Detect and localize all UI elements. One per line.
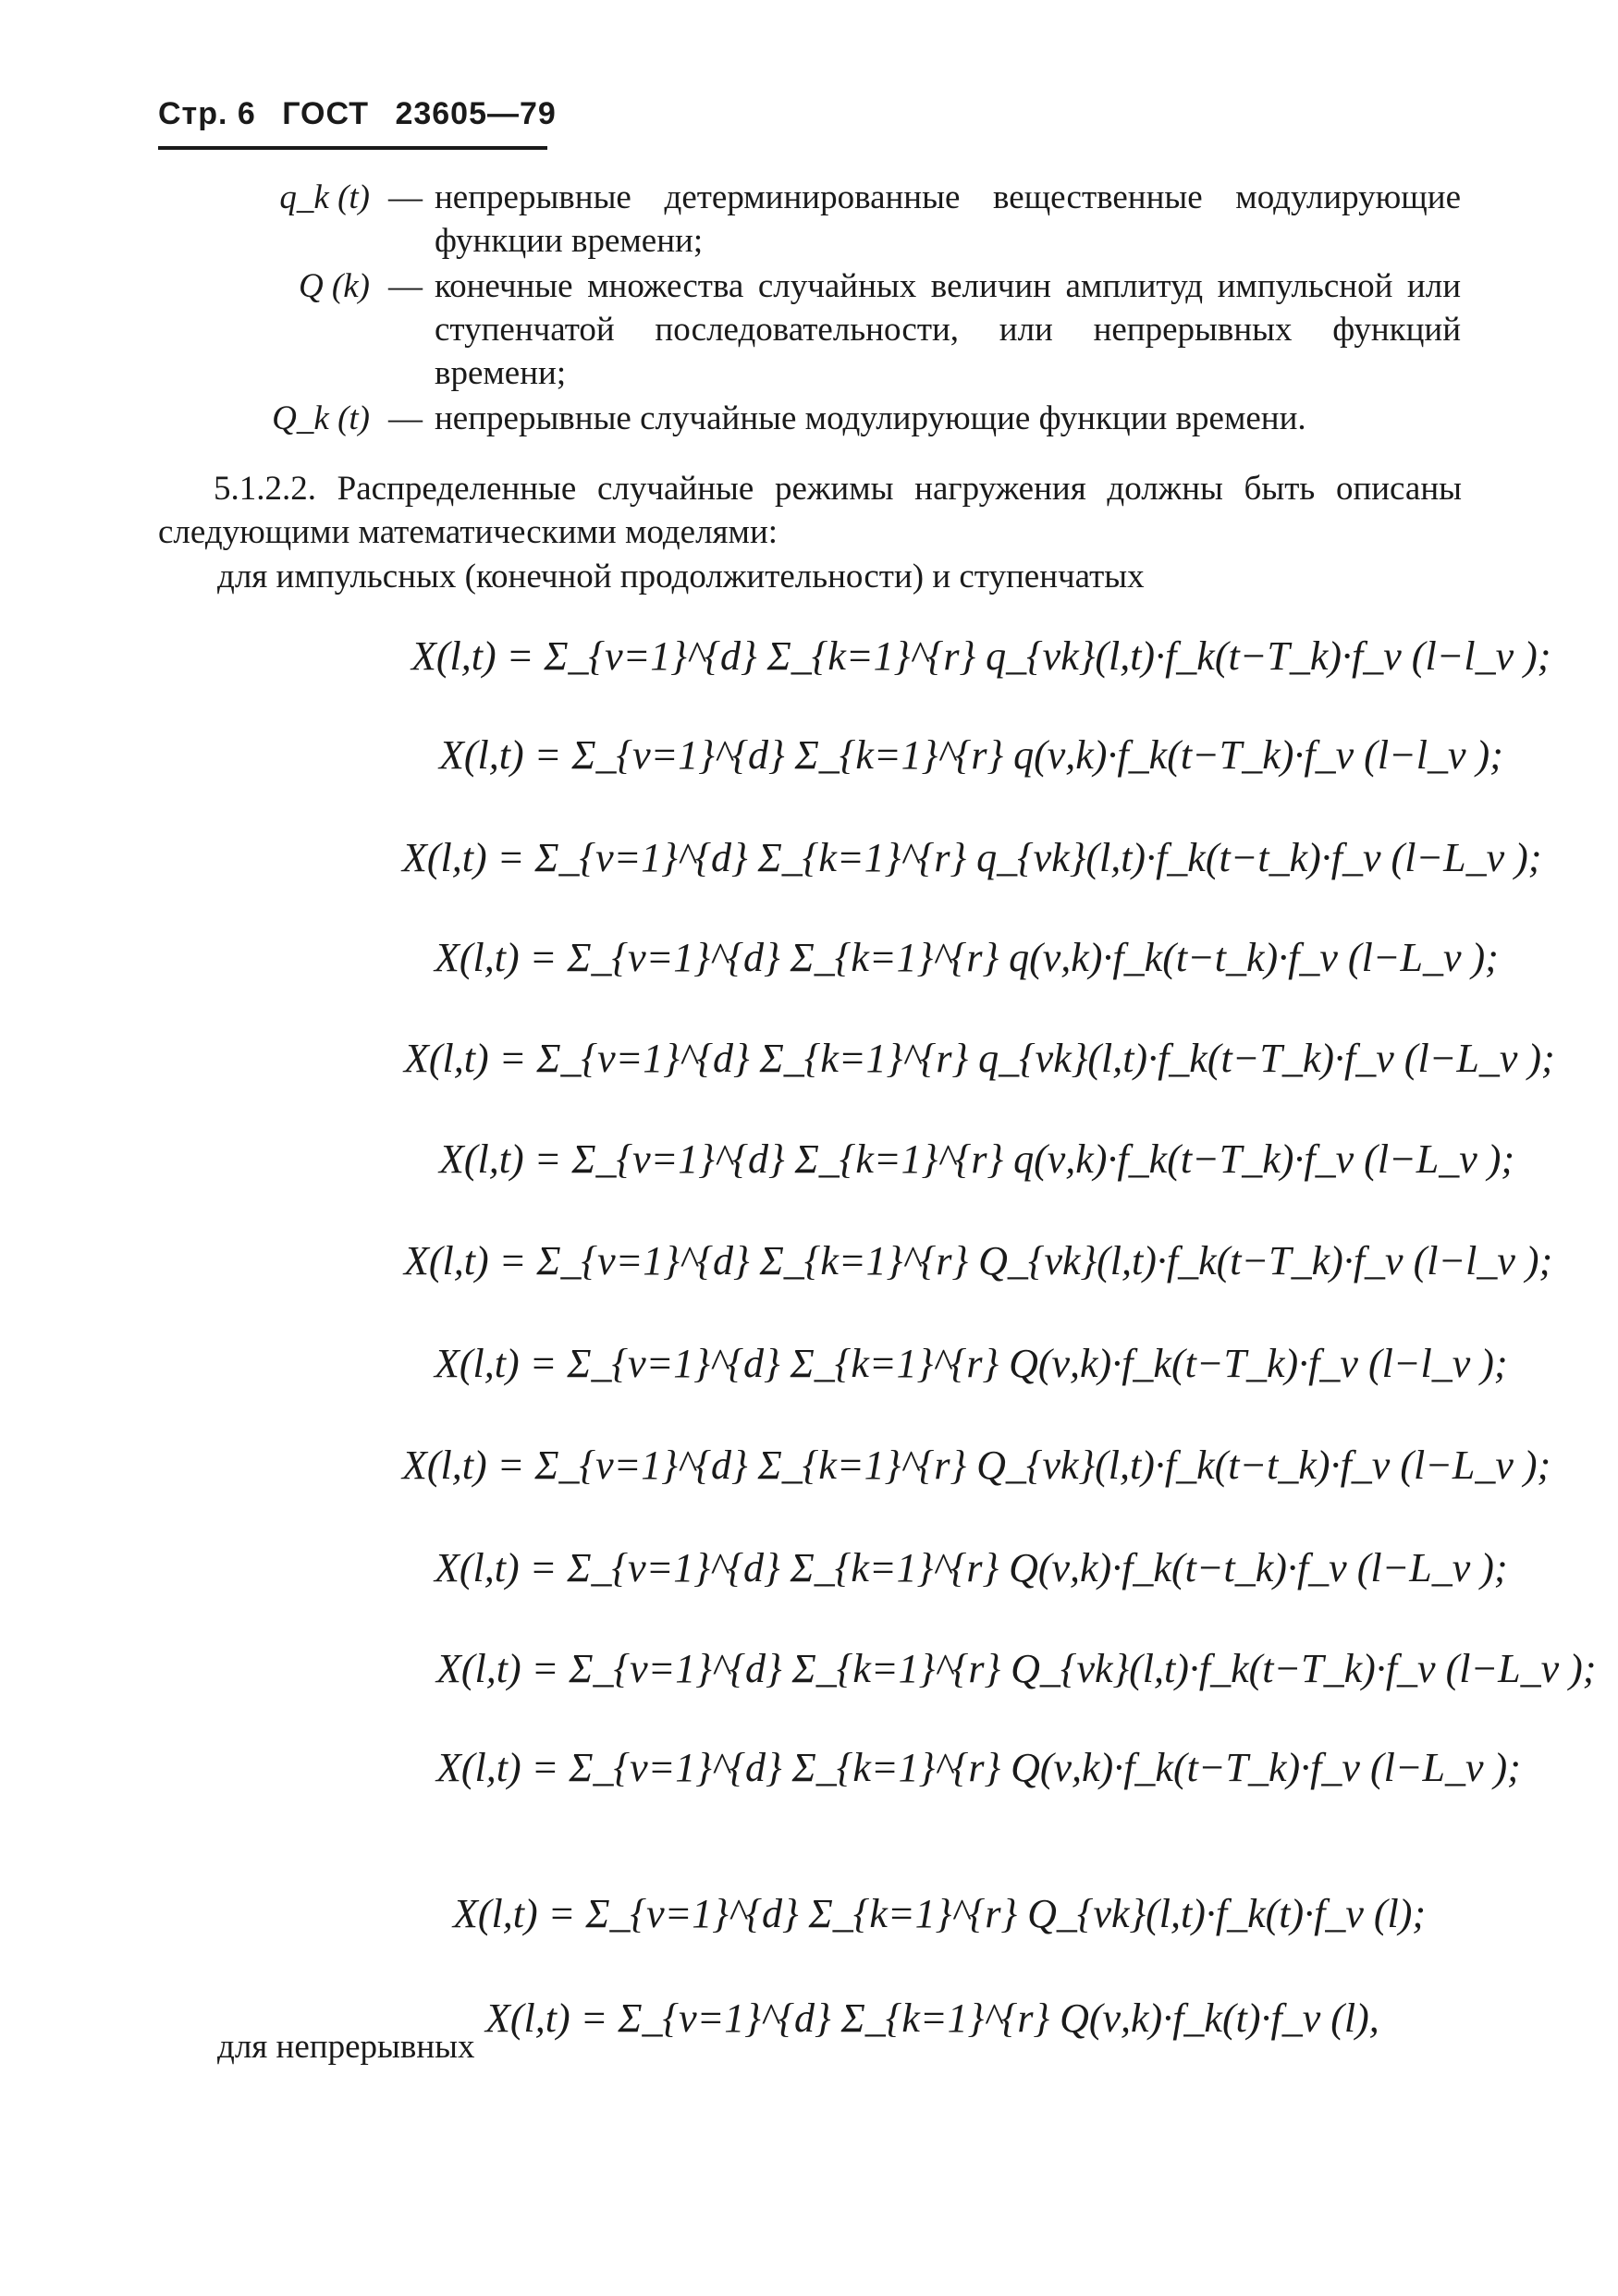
formula: X(l,t) = Σ_{ν=1}^{d} Σ_{k=1}^{r} Q_{νk}(l,t)·f_k(t)·f_ν (l); — [453, 1891, 1427, 1936]
formula: X(l,t) = Σ_{ν=1}^{d} Σ_{k=1}^{r} q_{νk}(l,t)·f_k(t−T_k)·f_ν (l−l_ν ); — [411, 633, 1551, 679]
definition-symbol: Q (k) — [298, 267, 370, 305]
page-number: Стр. 6 — [158, 96, 256, 131]
formula: X(l,t) = Σ_{ν=1}^{d} Σ_{k=1}^{r} Q(ν,k)·f_k(t−t_k)·f_ν (l−L_ν ); — [435, 1545, 1508, 1590]
impulse-intro: для импульсных (конечной продолжительности) и ступенчатых — [217, 558, 1145, 595]
formula: X(l,t) = Σ_{ν=1}^{d} Σ_{k=1}^{r} Q_{νk}(l,t)·f_k(t−t_k)·f_ν (l−L_ν ); — [402, 1443, 1551, 1488]
formula: X(l,t) = Σ_{ν=1}^{d} Σ_{k=1}^{r} q_{νk}(l,t)·f_k(t−t_k)·f_ν (l−L_ν ); — [402, 835, 1542, 880]
definition-item — [213, 264, 1461, 395]
formula: X(l,t) = Σ_{ν=1}^{d} Σ_{k=1}^{r} Q_{νk}(l,t)·f_k(t−T_k)·f_ν (l−L_ν ); — [436, 1646, 1597, 1691]
formula: X(l,t) = Σ_{ν=1}^{d} Σ_{k=1}^{r} Q(ν,k)·f_k(t−T_k)·f_ν (l−L_ν ); — [436, 1745, 1521, 1790]
definition-dash: — — [388, 178, 423, 216]
formula: X(l,t) = Σ_{ν=1}^{d} Σ_{k=1}^{r} q_{νk}(l,t)·f_k(t−T_k)·f_ν (l−L_ν ); — [404, 1036, 1555, 1081]
definition-dash: — — [388, 399, 423, 437]
formula: X(l,t) = Σ_{ν=1}^{d} Σ_{k=1}^{r} Q(ν,k)·f_k(t)·f_ν (l), — [485, 1995, 1379, 2041]
page-header — [158, 96, 573, 132]
formula: X(l,t) = Σ_{ν=1}^{d} Σ_{k=1}^{r} q(ν,k)·f_k(t−T_k)·f_ν (l−l_ν ); — [439, 732, 1503, 778]
formula: X(l,t) = Σ_{ν=1}^{d} Σ_{k=1}^{r} q(ν,k)·f_k(t−T_k)·f_ν (l−L_ν ); — [439, 1136, 1515, 1182]
definition-item — [213, 397, 1461, 440]
standard-label: ГОСТ — [282, 96, 369, 131]
formula: X(l,t) = Σ_{ν=1}^{d} Σ_{k=1}^{r} Q(ν,k)·f_k(t−T_k)·f_ν (l−l_ν ); — [435, 1341, 1508, 1386]
definition-dash: — — [388, 267, 423, 305]
definition-text: конечные множества случайных величин амплитуд импульсной или ступенчатой последовательности, или непрерывных функций времени; — [435, 267, 1461, 392]
header-rule — [158, 146, 547, 150]
definition-text: непрерывные случайные модулирующие функции времени. — [435, 399, 1306, 437]
definition-symbol: q_k (t) — [279, 178, 370, 216]
definition-item — [213, 176, 1461, 263]
definition-symbol: Q_k (t) — [272, 399, 370, 437]
section-paragraph: 5.1.2.2. Распределенные случайные режимы нагружения должны быть описаны следующими математическими моделями: — [158, 470, 1462, 551]
definitions-list — [213, 176, 1461, 442]
formula: X(l,t) = Σ_{ν=1}^{d} Σ_{k=1}^{r} q(ν,k)·f_k(t−t_k)·f_ν (l−L_ν ); — [435, 935, 1499, 980]
standard-number: 23605—79 — [395, 96, 557, 131]
formula: X(l,t) = Σ_{ν=1}^{d} Σ_{k=1}^{r} Q_{νk}(l,t)·f_k(t−T_k)·f_ν (l−l_ν ); — [404, 1238, 1553, 1283]
definition-text: непрерывные детерминированные вещественные модулирующие функции времени; — [435, 178, 1461, 260]
continuous-intro: для непрерывных — [217, 2028, 475, 2066]
